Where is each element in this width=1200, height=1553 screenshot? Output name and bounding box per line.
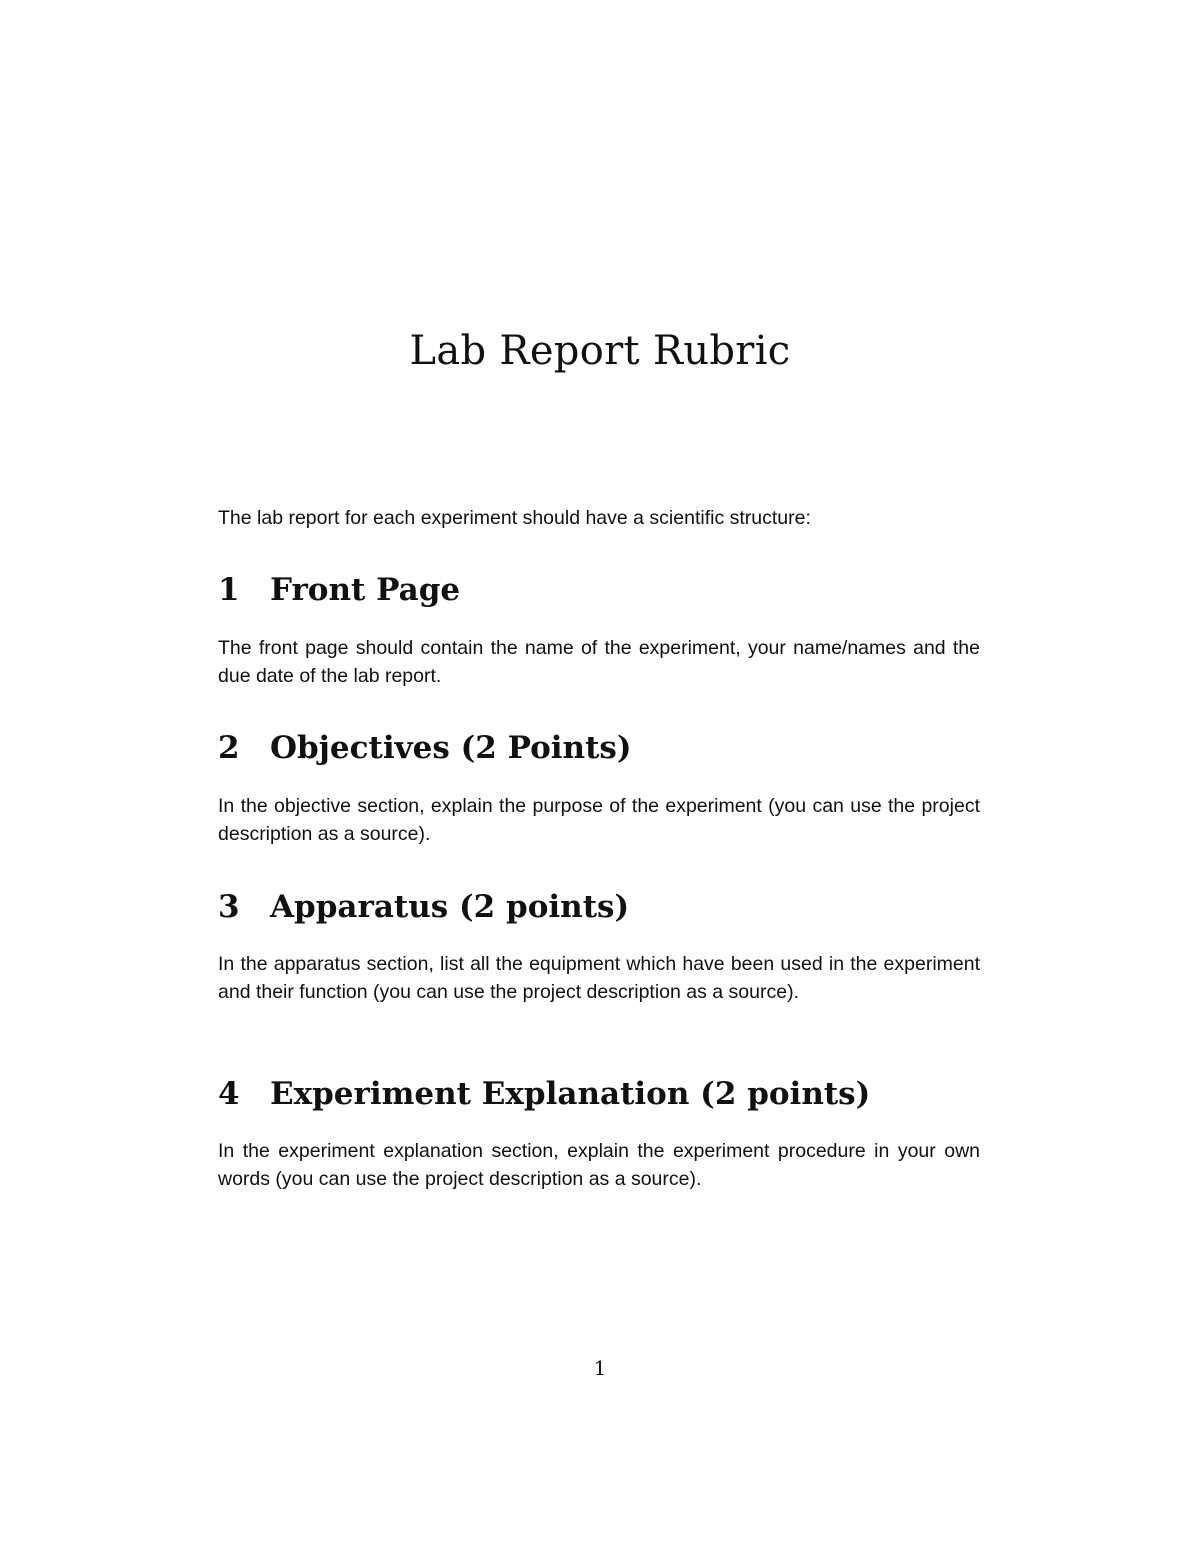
section-body-apparatus: In the apparatus section, list all the equipment which have been used in the experiment and their function (you can use the project description as a source). xyxy=(218,953,980,1003)
section-heading-front-page xyxy=(218,572,998,608)
section-title: Front Page xyxy=(270,572,461,608)
section-heading-apparatus xyxy=(218,889,998,925)
section-body-objectives: In the objective section, explain the purpose of the experiment (you can use the project description as a source). xyxy=(218,795,980,845)
section-title: Apparatus (2 points) xyxy=(270,889,630,925)
page-title: Lab Report Rubric xyxy=(409,328,791,374)
section-body-experiment-explanation: In the experiment explanation section, explain the experiment procedure in your own words (you can use the project description as a source). xyxy=(218,1140,980,1190)
intro-paragraph: The lab report for each experiment should have a scientific structure: xyxy=(218,507,811,529)
section-title: Objectives (2 Points) xyxy=(270,730,632,766)
section-number: 2 xyxy=(218,730,240,766)
section-body-front-page: The front page should contain the name of the experiment, your name/names and the due date of the lab report. xyxy=(218,637,980,687)
section-number: 4 xyxy=(218,1076,240,1112)
section-heading-experiment-explanation xyxy=(218,1076,998,1112)
section-number: 1 xyxy=(218,572,240,608)
section-title: Experiment Explanation (2 points) xyxy=(270,1076,871,1112)
section-number: 3 xyxy=(218,889,240,925)
page-number: 1 xyxy=(593,1356,607,1380)
section-heading-objectives xyxy=(218,730,998,766)
